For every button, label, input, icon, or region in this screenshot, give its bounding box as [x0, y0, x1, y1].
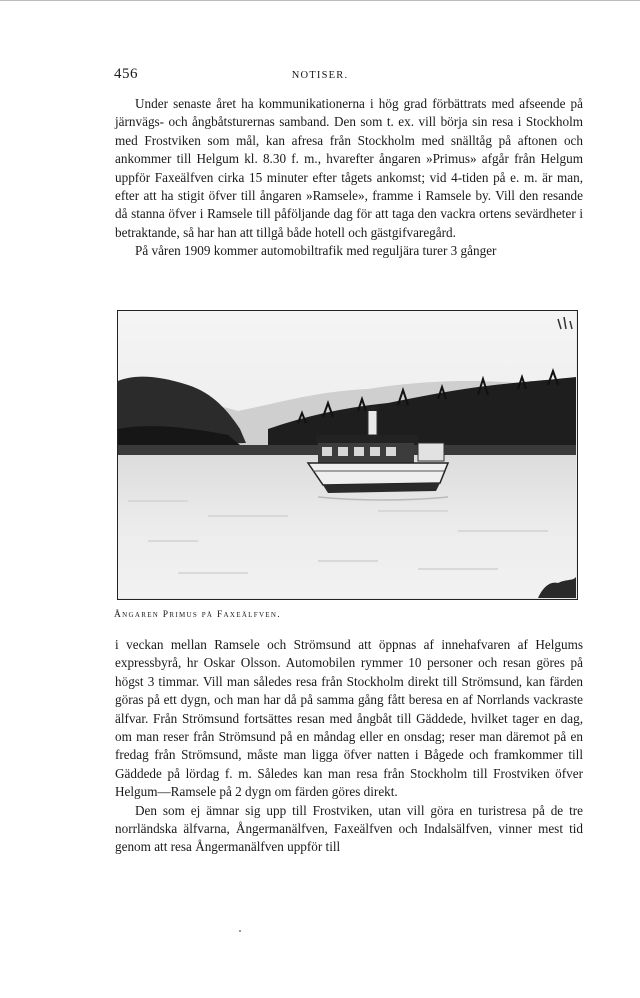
scan-speck: [239, 930, 241, 932]
page-number: 456: [114, 66, 138, 82]
figure-caption: Ångaren Primus på Faxeälfven.: [114, 610, 281, 620]
running-title: NOTISER.: [291, 70, 349, 81]
paragraph: På våren 1909 kommer automobiltrafik med reguljära turer 3 gånger: [135, 243, 497, 259]
page-edge-line: [0, 0, 640, 1]
body-text-bottom: [115, 636, 583, 857]
paragraph: Under senaste året ha kommunikationerna i hög grad förbättrats med afseende på järnvägs- och ångbåtsturernas samband. Den som t. ex. vill börja sin resa i Stockholm med Frostviken som mål, kan afresa från Stockholm med snälltåg på aftonen och ankommer till Helgum kl. 8.30 f. m., hvarefter ångaren »Primus» afgår från Helgum uppför Faxeälfven cirka 15 minuter efter tågets ankomst; vid 4-tiden på e. m. är man, efter att ha stigit öfver till ångaren »Ramsele», framme i Ramsele by. Vill den resande då stanna öfver i Ramsele till påföljande dag för att taga den vackra ortens sevärdheter i betraktande, så har han att tillgå både hotell och gästgifvaregård.: [115, 96, 583, 240]
steamboat-photo-illustration: [118, 311, 576, 598]
paragraph: i veckan mellan Ramsele och Strömsund att öppnas af innehafvaren af Helgums expressbyrå, hr Oskar Olsson. Automobilen rymmer 10 personer och resan göres på högst 3 timmar. Vill man således resa från Stockholm direkt till Strömsund, kan färden göras på ett dygn, och man har då på samma gång fått beresa en af Norrlands vackraste älfvar. Från Strömsund fortsättes resan med ångbåt till Gäddede, hvilket tager en dag, om man reser från Strömsund på en måndag eller en onsdag; reser man däremot på en fredag från Strömsund, måste man ligga öfver natten i Bågede och framkommer till Gäddede på lördag f. m. Således kan man resa från Stockholm till Frostviken öfver Helgum—Ramsele på 2 dygn om färden göres direkt.: [115, 637, 583, 800]
body-text-top: [115, 95, 583, 261]
steamboat-photograph: [117, 310, 578, 600]
paragraph: Den som ej ämnar sig upp till Frostviken, utan vill göra en turistresa på de tre norrländska älfvarna, Ångermanälfven, Faxeälfven och Indalsälfven, vinner mest tid genom att resa Ångermanälfven uppför till: [115, 802, 583, 855]
